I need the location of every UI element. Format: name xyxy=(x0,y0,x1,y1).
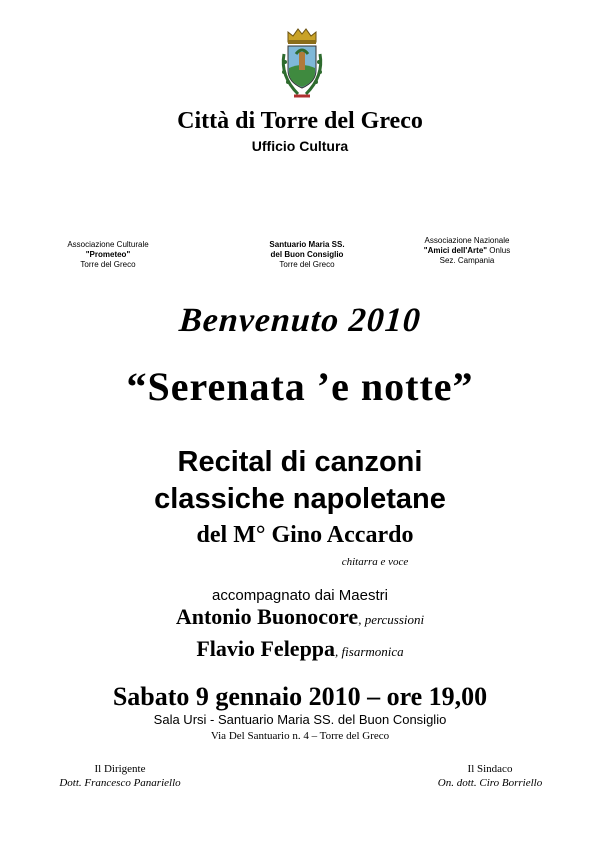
association-name-line xyxy=(392,246,542,256)
office-name: Ufficio Cultura xyxy=(251,138,349,154)
event-address: Via Del Santuario n. 4 – Torre del Greco xyxy=(210,730,390,742)
signature-name: On. dott. Ciro Borriello xyxy=(437,777,543,789)
signature-left xyxy=(20,762,220,790)
association-type: Associazione Nazionale xyxy=(424,236,510,245)
performer-role: chitarra e voce xyxy=(341,556,409,568)
musician-role: , percussioni xyxy=(358,612,425,627)
musician-2 xyxy=(0,636,600,662)
signature-right xyxy=(390,762,590,790)
signature-name: Dott. Francesco Panariello xyxy=(59,777,181,789)
welcome-heading: Benvenuto 2010 xyxy=(177,302,423,339)
subtitle-line-2: classiche napoletane xyxy=(154,483,446,515)
signature-title: Il Dirigente xyxy=(94,763,146,775)
association-amici-arte xyxy=(392,236,542,266)
association-type: Associazione Culturale xyxy=(67,240,149,249)
event-title: “Serenata ’e notte” xyxy=(126,364,474,409)
accompanied-by-label: accompagnato dai Maestri xyxy=(212,587,388,604)
association-location: Sez. Campania xyxy=(439,256,495,265)
event-datetime: Sabato 9 gennaio 2010 – ore 19,00 xyxy=(112,682,488,711)
association-suffix: Onlus xyxy=(487,246,511,255)
association-location: Torre del Greco xyxy=(279,260,335,269)
association-name-cont: del Buon Consiglio xyxy=(270,250,344,259)
musician-name: Antonio Buonocore xyxy=(175,604,359,629)
association-name: Santuario Maria SS. xyxy=(269,240,345,249)
subtitle-line-1: Recital di canzoni xyxy=(177,446,423,478)
musician-1 xyxy=(0,604,600,630)
signature-title: Il Sindaco xyxy=(467,763,513,775)
musician-role: , fisarmonica xyxy=(335,644,404,659)
association-location: Torre del Greco xyxy=(80,260,136,269)
event-venue: Sala Ursi - Santuario Maria SS. del Buon Consiglio xyxy=(153,712,447,727)
performer-name: del M° Gino Accardo xyxy=(196,522,414,548)
association-prometeo xyxy=(33,240,183,270)
musician-name: Flavio Feleppa xyxy=(196,636,336,661)
association-santuario xyxy=(232,240,382,270)
association-name: "Amici dell'Arte" xyxy=(423,246,488,255)
city-name: Città di Torre del Greco xyxy=(177,108,423,134)
association-name: "Prometeo" xyxy=(85,250,131,259)
city-crest-logo xyxy=(278,26,326,106)
